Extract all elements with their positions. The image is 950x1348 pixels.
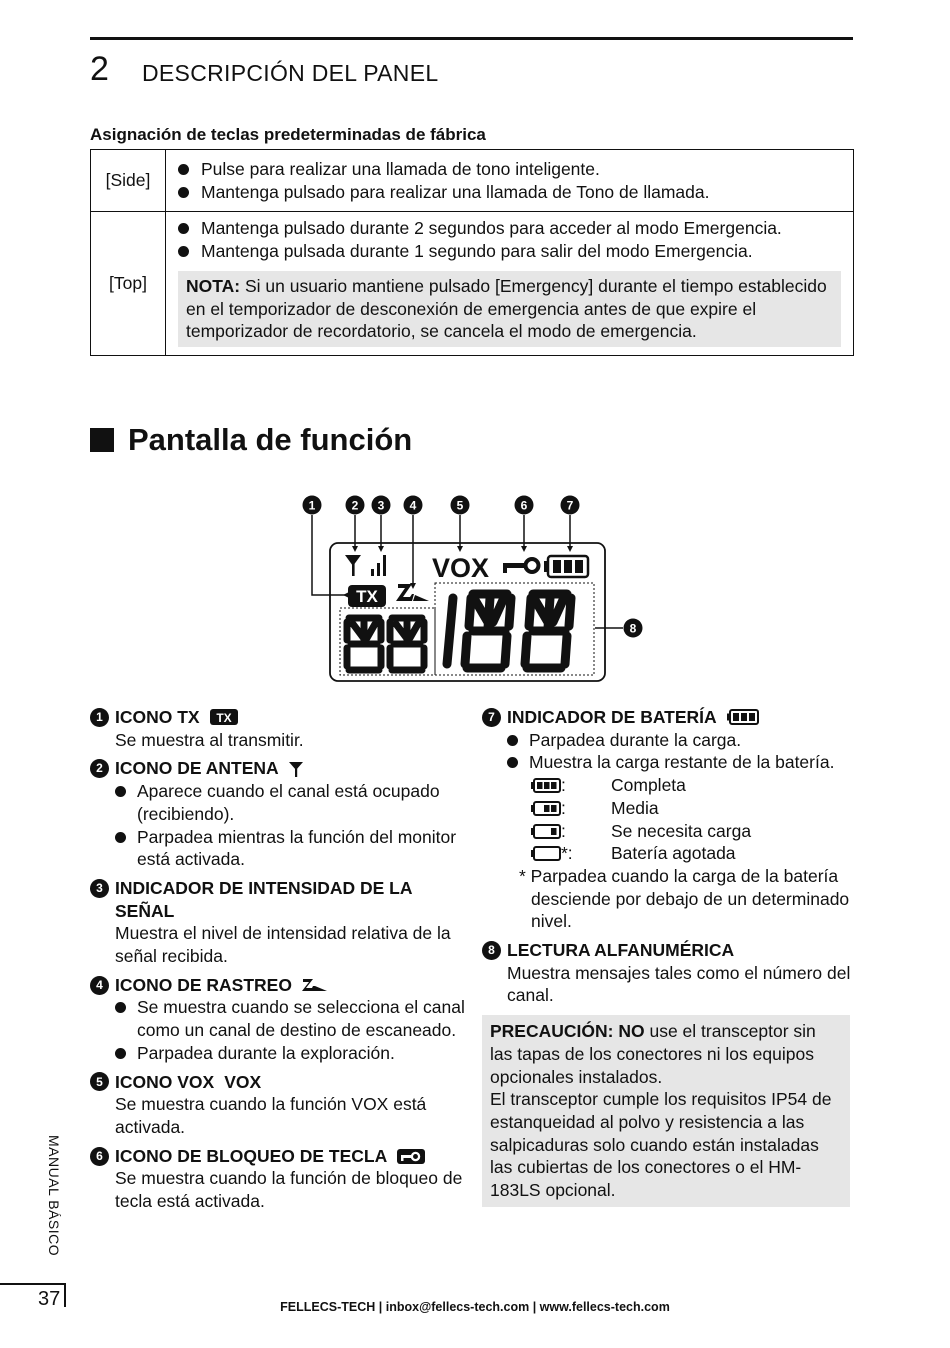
bullet-icon: [507, 735, 518, 746]
svg-text:TX: TX: [215, 711, 232, 726]
bullet-icon: [115, 1048, 126, 1059]
battery-full-icon: :: [531, 774, 611, 797]
callout-2: [346, 496, 365, 515]
bullet-icon: [178, 246, 189, 257]
side-label: MANUAL BÁSICO: [46, 1135, 62, 1257]
note-text: Si un usuario mantiene pulsado [Emergency] durante el tiempo establecido en el temporizador de desconexión de emergencia antes de que expire el temporizador de recordatorio, se cancela el modo de emergencia.: [186, 276, 827, 341]
key-lock-icon: [397, 1149, 425, 1164]
list-item: Parpadea durante la exploración.: [90, 1042, 465, 1065]
battery-level-label: Media: [611, 797, 659, 818]
battery-footnote: * Parpadea cuando la carga de la batería desciende por debajo de un determinado nivel.: [519, 865, 850, 932]
key-top: [Top]: [91, 212, 166, 356]
bullet-icon: [115, 832, 126, 843]
chapter-number: 2: [90, 50, 109, 88]
number-badge-icon: 6: [90, 1147, 109, 1166]
item-heading-vox: 5 ICONO VOX VOX: [90, 1071, 465, 1094]
item-text-readout: Muestra mensajes tales como el número del canal.: [507, 962, 851, 1006]
note-box: [178, 271, 841, 347]
page-rule: [0, 1283, 64, 1285]
item-heading-antenna: 2 ICONO DE ANTENA: [90, 757, 465, 780]
svg-text:7: 7: [566, 498, 574, 513]
list-item: Pulse para realizar una llamada de tono inteligente.: [172, 158, 841, 181]
right-column: [482, 700, 857, 1207]
caution-box: [482, 1015, 850, 1207]
battery-level-label: Batería agotada: [611, 843, 736, 864]
chapter-title: DESCRIPCIÓN DEL PANEL: [142, 60, 439, 86]
callout-1: [303, 496, 322, 515]
tx-icon: [210, 709, 238, 725]
list-item: Parpadea durante la carga.: [482, 729, 857, 752]
item-heading-battery: 7 INDICADOR DE BATERÍA: [482, 706, 857, 729]
number-badge-icon: 4: [90, 976, 109, 995]
caution-text-2: El transceptor cumple los requisitos IP54 de estanqueidad al polvo y resistencia a las salpicaduras solo cuando están instaladas las cubiertas de los conectores o el HM-183LS opcional.: [490, 1089, 832, 1201]
svg-text:5: 5: [456, 498, 464, 513]
key-table-title: Asignación de teclas predeterminadas de fábrica: [90, 125, 486, 144]
battery-half-icon: :: [531, 797, 611, 820]
list-item: Muestra la carga restante de la batería.: [482, 751, 857, 774]
bullet-icon: [115, 1002, 126, 1013]
note-label: NOTA:: [186, 276, 241, 296]
svg-text:3: 3: [377, 498, 385, 513]
item-heading-readout: 8 LECTURA ALFANUMÉRICA: [482, 939, 857, 962]
battery-level-label: Se necesita carga: [611, 820, 752, 841]
number-badge-icon: 5: [90, 1072, 109, 1091]
item-heading-keylock: 6 ICONO DE BLOQUEO DE TECLA: [90, 1145, 465, 1168]
callout-7: [561, 496, 580, 515]
key-side: [Side]: [91, 150, 166, 212]
bullet-icon: [115, 786, 126, 797]
item-heading-scan: 4 ICONO DE RASTREO: [90, 974, 465, 997]
item-heading-signal: 3 INDICADOR DE INTENSIDAD DE LA SEÑAL: [90, 877, 465, 922]
bullet-icon: [178, 164, 189, 175]
section-heading: Pantalla de función: [90, 422, 412, 458]
vox-icon: VOX: [224, 1071, 262, 1092]
lcd-diagram: [295, 490, 655, 690]
caution-label: PRECAUCIÓN: NO: [490, 1021, 645, 1042]
list-item: Parpadea mientras la función del monitor está activada.: [90, 826, 465, 871]
battery-low-icon: :: [531, 820, 611, 843]
battery-level-label: Completa: [611, 775, 686, 796]
callout-8: [624, 619, 643, 638]
page-number: 37: [38, 1288, 61, 1310]
svg-text:8: 8: [629, 621, 637, 636]
battery-icon: [727, 709, 759, 725]
battery-level-legend: [482, 774, 857, 865]
footer: FELLECS-TECH | inbox@fellecs-tech.com | www.fellecs-tech.com: [280, 1300, 670, 1314]
list-item: Aparece cuando el canal está ocupado (recibiendo).: [90, 780, 465, 825]
number-badge-icon: 1: [90, 708, 109, 727]
bullet-icon: [178, 187, 189, 198]
list-item: Mantenga pulsado durante 2 segundos para acceder al modo Emergencia.: [172, 217, 841, 240]
square-bullet-icon: [90, 428, 114, 452]
table-row: [91, 150, 854, 212]
bullet-icon: [507, 757, 518, 768]
list-item: Mantenga pulsada durante 1 segundo para salir del modo Emergencia.: [172, 240, 841, 263]
number-badge-icon: 3: [90, 879, 109, 898]
number-badge-icon: 2: [90, 759, 109, 778]
callout-5: [451, 496, 470, 515]
caution-text: use el transceptor sin las tapas de los conectores ni los equipos opcionales instalados.: [490, 1021, 816, 1087]
bullet-icon: [178, 223, 189, 234]
key-assignment-table: [90, 149, 854, 356]
battery-empty-icon: *:: [531, 842, 611, 865]
left-column: [90, 700, 465, 1213]
item-text-keylock: Se muestra cuando la función de bloqueo de tecla está activada.: [115, 1168, 463, 1212]
table-row: [91, 212, 854, 356]
list-item: Mantenga pulsado para realizar una llamada de Tono de llamada.: [172, 181, 841, 204]
svg-text:4: 4: [409, 498, 417, 513]
scan-icon: [302, 978, 328, 993]
callout-3: [372, 496, 391, 515]
svg-text:1: 1: [308, 498, 316, 513]
header-rule: [90, 37, 853, 40]
number-badge-icon: 7: [482, 708, 501, 727]
item-text-vox: Se muestra cuando la función VOX está activada.: [115, 1094, 427, 1137]
tx-badge: TX: [356, 587, 378, 606]
callout-6: [515, 496, 534, 515]
svg-text:2: 2: [351, 498, 359, 513]
item-text-signal: Muestra el nivel de intensidad relativa de la señal recibida.: [115, 923, 451, 967]
vox-indicator: VOX: [432, 553, 490, 583]
list-item: Se muestra cuando se selecciona el canal como un canal de destino de escaneado.: [90, 996, 465, 1041]
number-badge-icon: 8: [482, 941, 501, 960]
antenna-icon: [289, 761, 303, 777]
item-heading-tx: 1 ICONO TX TX: [90, 706, 465, 729]
item-text-tx: Se muestra al transmitir.: [115, 729, 304, 750]
callout-4: [404, 496, 423, 515]
svg-text:6: 6: [520, 498, 528, 513]
